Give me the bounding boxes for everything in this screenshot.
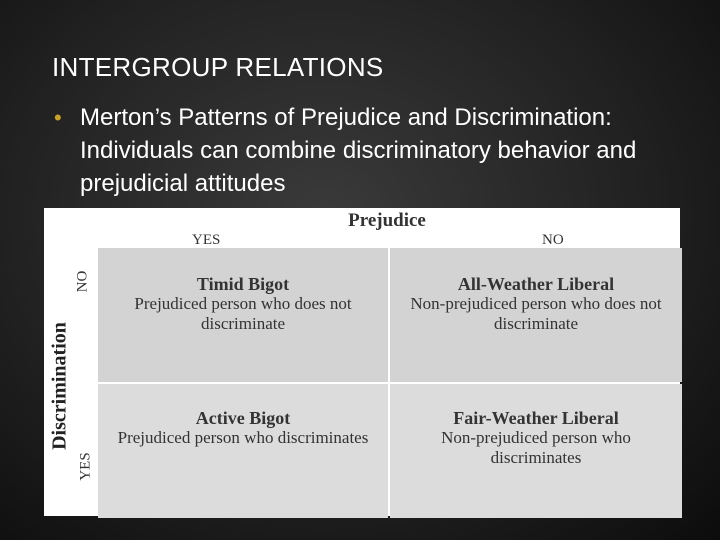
cell-title: All-Weather Liberal [457,274,615,294]
bullet-dot-icon: • [54,105,62,130]
cell-all-weather-liberal [390,248,682,382]
bullet-item [54,101,714,200]
cell-title: Active Bigot [195,408,291,428]
cell-active-bigot [98,384,388,518]
typology-grid [98,248,680,516]
slide-title: INTERGROUP RELATIONS [52,52,384,82]
row-label-no: NO [74,270,91,293]
cell-timid-bigot [98,248,388,382]
prejudice-axis-title: Prejudice [348,210,426,231]
cell-title: Timid Bigot [196,274,290,294]
cell-title: Fair-Weather Liberal [453,408,619,428]
cell-fair-weather-liberal [390,384,682,518]
column-label-yes: YES [192,232,221,248]
cell-description: Non-prejudiced person who discriminates [441,428,631,467]
column-label-no: NO [542,232,564,248]
bullet-text: Merton’s Patterns of Prejudice and Discrimination: Individuals can combine discriminatory behavior and prejudicial attitudes [80,104,637,197]
row-label-yes: YES [77,452,94,481]
discrimination-axis-title: Discrimination [48,322,71,450]
cell-description: Prejudiced person who discriminates [117,428,369,447]
cell-description: Non-prejudiced person who does not discriminate [410,294,662,333]
cell-description: Prejudiced person who does not discriminate [134,294,352,333]
prejudice-discrimination-figure [44,208,680,516]
